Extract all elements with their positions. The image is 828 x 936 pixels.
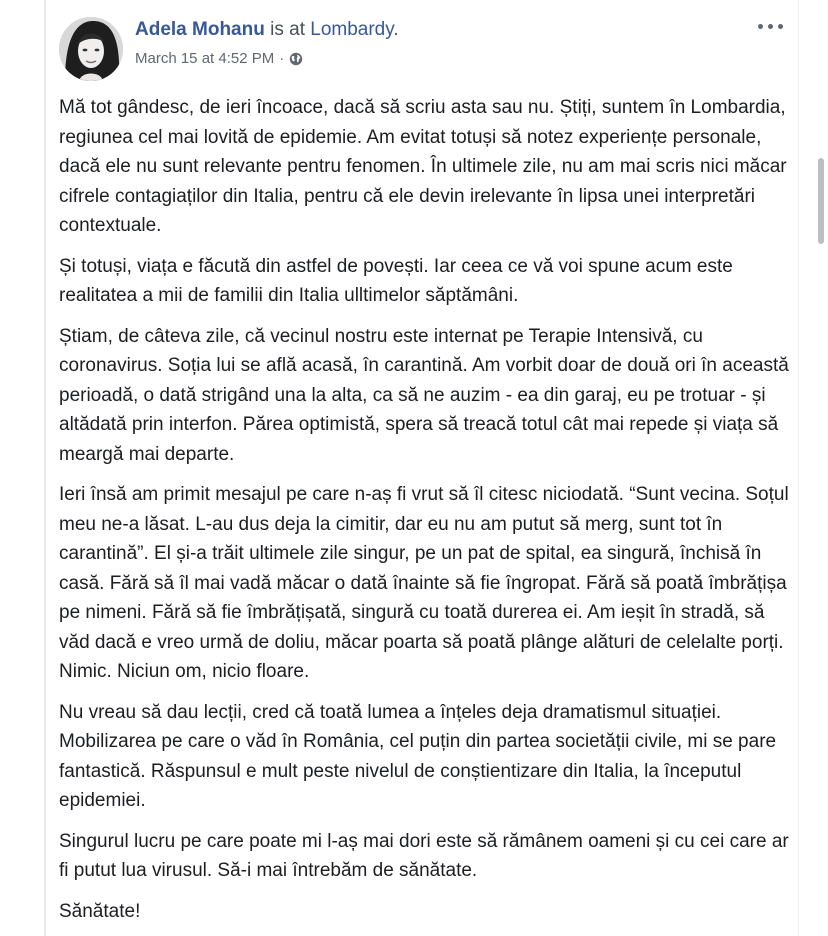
meta-separator: · — [279, 50, 285, 67]
post-timestamp-link[interactable]: March 15 at 4:52 PM — [135, 50, 275, 67]
post-paragraph: Sănătate! — [59, 900, 141, 922]
post-paragraph: Singurul lucru pe care poate mi l-aș mai dori este să rămânem oameni și cu cei care ar fi putut lua virusul. Să-i mai întrebăm de sănătate. — [59, 830, 789, 881]
post-card — [59, 13, 789, 936]
author-line — [135, 19, 399, 41]
more-options-icon[interactable] — [756, 15, 786, 39]
post-header — [59, 13, 789, 81]
location-period: . — [393, 19, 399, 40]
post-text — [59, 93, 789, 926]
post-paragraph: Nu vreau să dau lecții, cred că toată lumea a înțeles deja dramatismul situației. Mobilizarea pe care o văd în România, cel puțin din partea societății civile, mi se pare fantastică. Răspunsul e mult peste nivelul de conștientizare din Italia, la începutul epidemiei. — [59, 701, 777, 811]
profile-photo — [59, 17, 123, 81]
post-paragraph: Și totuși, viața e făcută din astfel de povești. Iar ceea ce vă voi spune acum este realitatea a mii de familii din Italia ulltimelor săptămâni. — [59, 255, 733, 306]
author-avatar[interactable] — [59, 17, 123, 81]
post-paragraph: Mă tot gândesc, de ieri încoace, dacă să scriu asta sau nu. Știți, suntem în Lombardia, regiunea cel mai lovită de epidemie. Am evitat totuși să notez experiențe personale, dacă ele nu sunt relevante pentru fenomen. În ultimele zile, nu am mai scris nici măcar cifrele contagiaților din Italia, pentru că ele devin irelevante în lipsa unei interpretări contextuale. — [59, 97, 787, 236]
location-link[interactable]: Lombardy — [310, 19, 394, 40]
post-paragraph: Ieri însă am primit mesajul pe care n-aș fi vrut să îl citesc niciodată. “Sunt vecina. Soțul meu ne-a lăsat. L-au dus deja la cimitir, dar eu nu am putut să merg, sunt tot în carantină”. El și-a trăit ultimele zile singur, pe un pat de spital, ea singură, închisă în casă. Fără să îl mai vadă măcar o dată înainte să fie îngropat. Fără să poată îmbrățișa pe nimeni. Fără să fie îmbrățișată, singură cu toată durerea ei. Am ieșit în stradă, să văd dacă e vreo urmă de doliu, măcar poarta să poată plânge alături de celelalte porți. Nimic. Niciun om, nicio floare. — [59, 484, 789, 682]
scrollbar-thumb[interactable] — [818, 158, 824, 244]
post-paragraph: Știam, de câteva zile, că vecinul nostru este internat pe Terapie Intensivă, cu coronavirus. Soția lui se află acasă, în carantină. Am vorbit doar de două ori în această perioadă, o dată strigând una la alta, ca să ne auzim - ea din garaj, eu pe trotuar - și altădată prin interfon. Părea optimistă, spera să treacă totul cât mai repede și viața să meargă mai departe. — [59, 325, 789, 465]
post-meta — [135, 50, 303, 67]
author-name-link[interactable]: Adela Mohanu — [135, 19, 265, 40]
is-at-text: is at — [264, 19, 311, 40]
globe-icon[interactable] — [289, 52, 303, 66]
feed-right-divider — [798, 0, 799, 936]
feed-left-divider — [44, 0, 46, 936]
